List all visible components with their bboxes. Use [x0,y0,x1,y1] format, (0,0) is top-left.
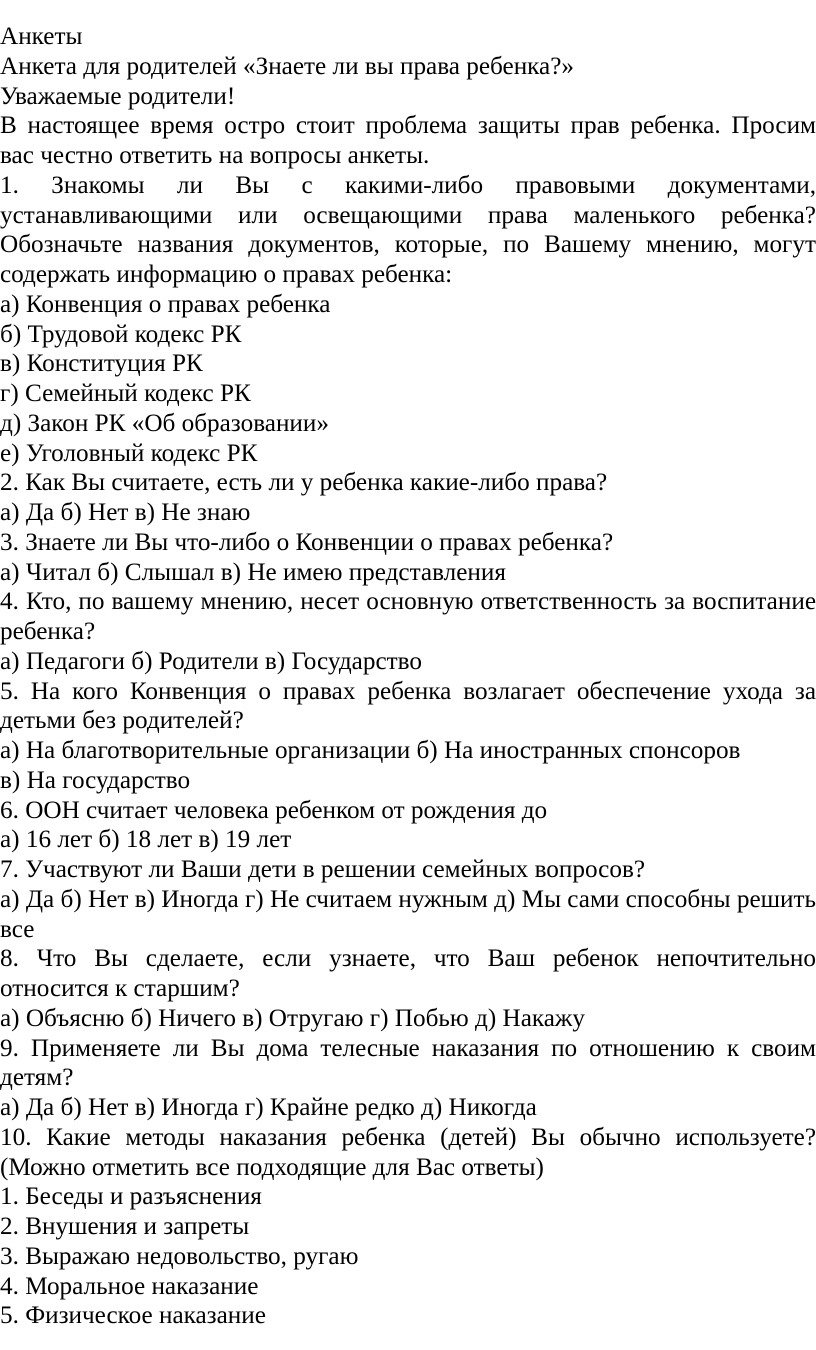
question-7: 7. Участвуют ли Ваши дети в решении семейных вопросов? [0,856,646,883]
q5-answers: в) На государство [0,766,191,794]
q6-answers: а) 16 лет б) 18 лет в) 19 лет [0,826,292,854]
q1-option: а) Конвенция о правах ребенка [0,290,331,318]
q1-option: е) Уголовный кодекс РК [0,439,258,467]
q5-answers: а) На благотворительные организации б) На иностранных спонсоров [0,737,741,764]
survey-title: Анкета для родителей «Знаете ли вы права ребенка?» [0,52,574,80]
intro-paragraph: В настоящее время остро стоит проблема защиты прав ребенка. Просим вас честно ответить на вопросы анкеты. [0,112,816,169]
question-4: 4. Кто, по вашему мнению, несет основную ответственность за воспитание ребенка? [0,588,816,645]
question-10: 10. Какие методы наказания ребенка (детей) Вы обычно используете? (Можно отметить все подходящие для Вас ответы) [0,1123,816,1181]
q10-option: 1. Беседы и разъяснения [0,1183,262,1211]
q7-answers: а) Да б) Нет в) Иногда г) Не считаем нужным д) Мы сами способны решить все [0,885,816,943]
q1-option: б) Трудовой кодекс РК [0,320,242,348]
q1-option: д) Закон РК «Об образовании» [0,409,329,437]
question-6: 6. ООН считает человека ребенком от рождения до [0,796,548,824]
document-page [0,22,816,1331]
question-5: 5. На кого Конвенция о правах ребенка возлагает обеспечение ухода за детьми без родителей? [0,677,816,735]
q1-option: г) Семейный кодекс РК [0,380,251,407]
document-heading: Анкеты [0,23,83,50]
q10-option: 2. Внушения и запреты [0,1213,250,1240]
question-8: 8. Что Вы сделаете, если узнаете, что Ваш ребенок непочтительно относится к старшим? [0,945,816,1002]
q10-option: 5. Физическое наказание [0,1302,266,1330]
q1-option: в) Конституция РК [0,350,203,378]
question-3: 3. Знаете ли Вы что-либо о Конвенции о правах ребенка? [0,528,614,556]
question-2: 2. Как Вы считаете, есть ли у ребенка какие-либо права? [0,469,608,497]
q4-answers: а) Педагоги б) Родители в) Государство [0,647,422,675]
q9-answers: а) Да б) Нет в) Иногда г) Крайне редко д) Никогда [0,1094,537,1121]
q2-answers: а) Да б) Нет в) Не знаю [0,499,251,526]
q10-option: 3. Выражаю недовольство, ругаю [0,1242,359,1270]
q3-answers: а) Читал б) Слышал в) Не имею представления [0,558,506,586]
question-1: 1. Знакомы ли Вы с какими-либо правовыми документами, устанавливающими или освещающими права маленького ребенка? Обозначьте названия документов, которые, по Вашему мнению, могут содержать информацию о правах ребенка: [0,171,816,288]
question-9: 9. Применяете ли Вы дома телесные наказания по отношению к своим детям? [0,1034,816,1092]
q10-option: 4. Моральное наказание [0,1272,259,1300]
greeting: Уважаемые родители! [0,82,236,110]
q8-answers: а) Объясню б) Ничего в) Отругаю г) Побью д) Накажу [0,1004,585,1032]
